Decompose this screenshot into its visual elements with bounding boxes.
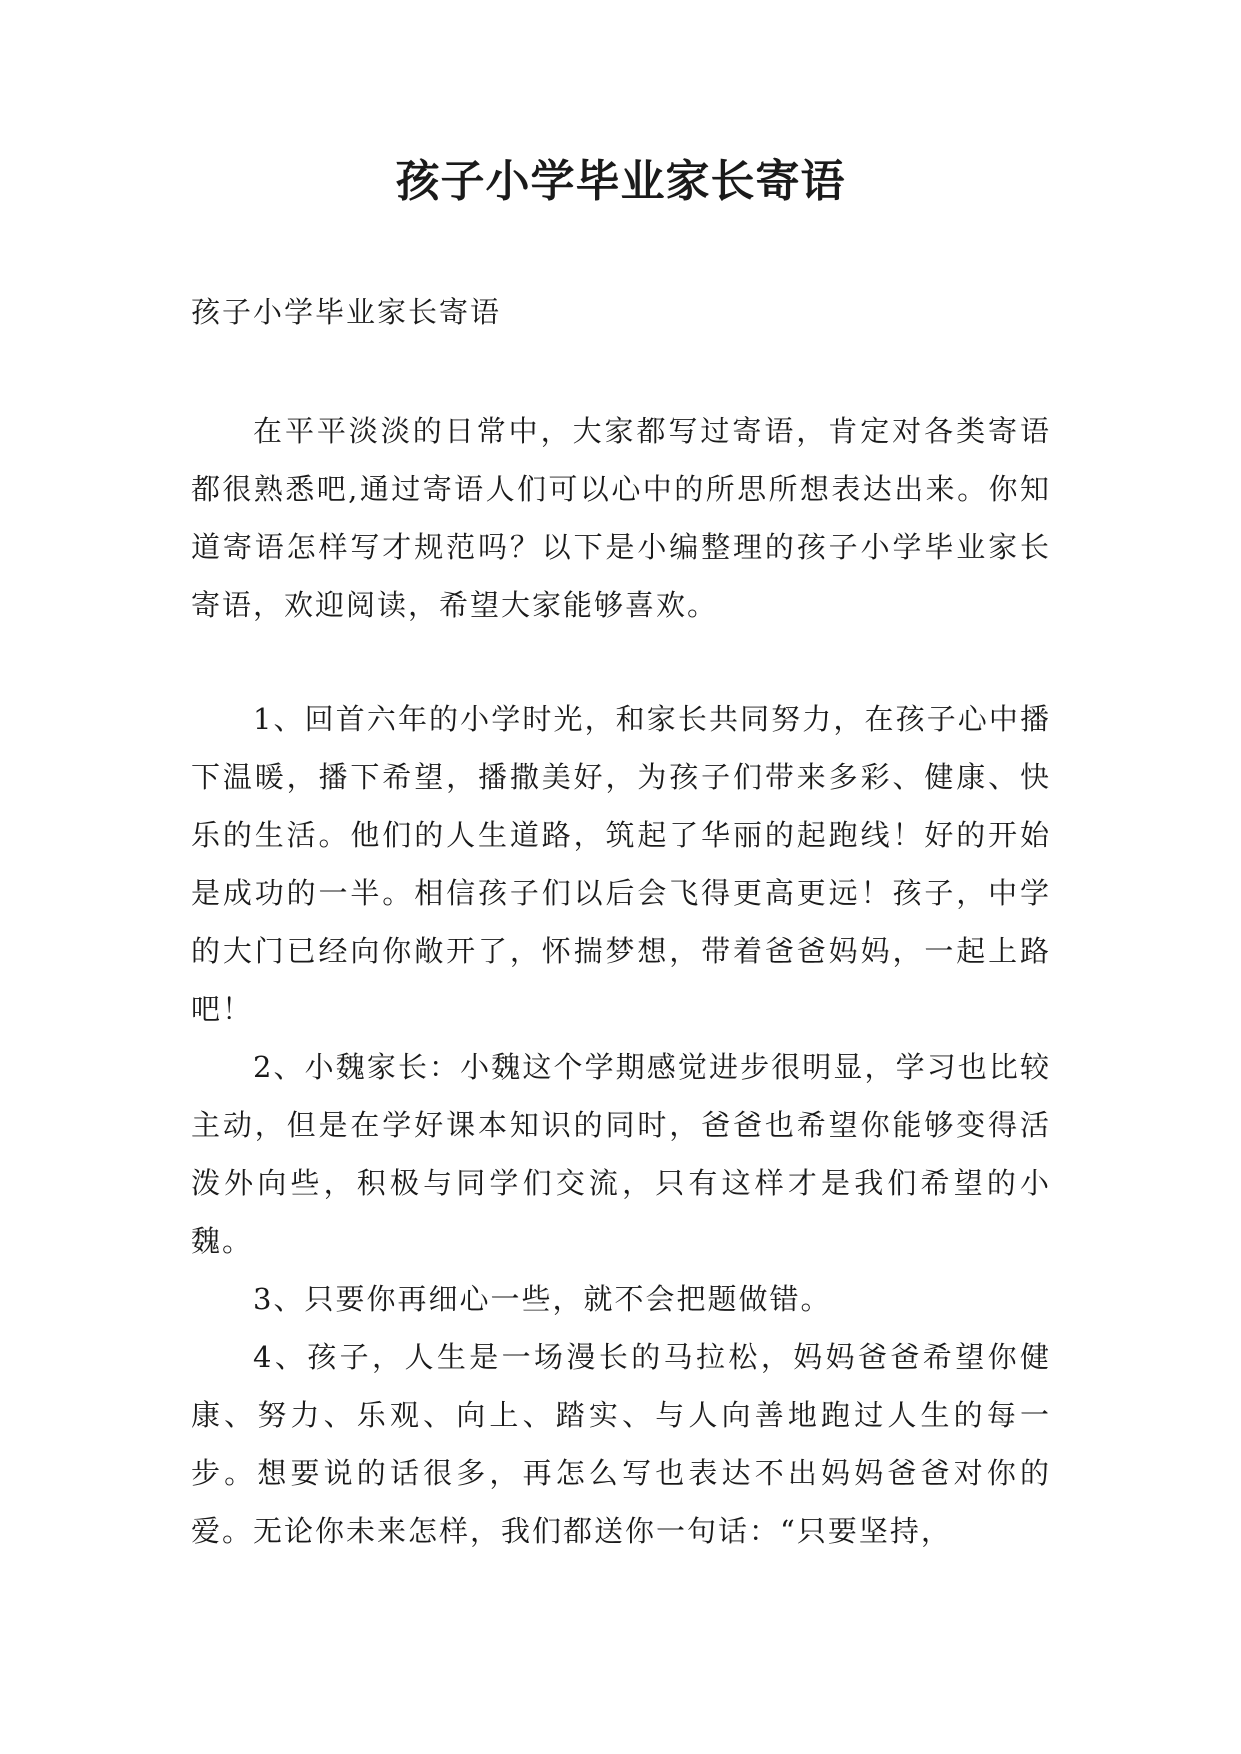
message-paragraph-2: 2、小魏家长：小魏这个学期感觉进步很明显，学习也比较主动，但是在学好课本知识的同时，爸爸也希望你能够变得活泼外向些，积极与同学们交流，只有这样才是我们希望的小魏。 [191,1050,1051,1258]
message-paragraph-1: 1、回首六年的小学时光，和家长共同努力，在孩子心中播下温暖，播下希望，播撒美好，为孩子们带来多彩、健康、快乐的生活。他们的人生道路，筑起了华丽的起跑线！好的开始是成功的一半。相信孩子们以后会飞得更高更远！孩子，中学的大门已经向你敞开了，怀揣梦想，带着爸爸妈妈，一起上路吧！ [191,702,1051,1026]
document-title: 孩子小学毕业家长寄语 [395,156,846,207]
message-paragraph-3: 3、只要你再细心一些，就不会把题做错。 [253,1282,832,1316]
document-subtitle: 孩子小学毕业家长寄语 [191,295,502,329]
message-paragraph-4: 4、孩子，人生是一场漫长的马拉松，妈妈爸爸希望你健康、努力、乐观、向上、踏实、与人向善地跑过人生的每一步。想要说的话很多，再怎么写也表达不出妈妈爸爸对你的爱。无论你未来怎样，我们都送你一句话：“只要坚持， [191,1340,1051,1548]
intro-paragraph: 在平平淡淡的日常中，大家都写过寄语，肯定对各类寄语都很熟悉吧,通过寄语人们可以心中的所思所想表达出来。你知道寄语怎样写才规范吗？以下是小编整理的孩子小学毕业家长寄语，欢迎阅读，希望大家能够喜欢。 [191,414,1051,622]
